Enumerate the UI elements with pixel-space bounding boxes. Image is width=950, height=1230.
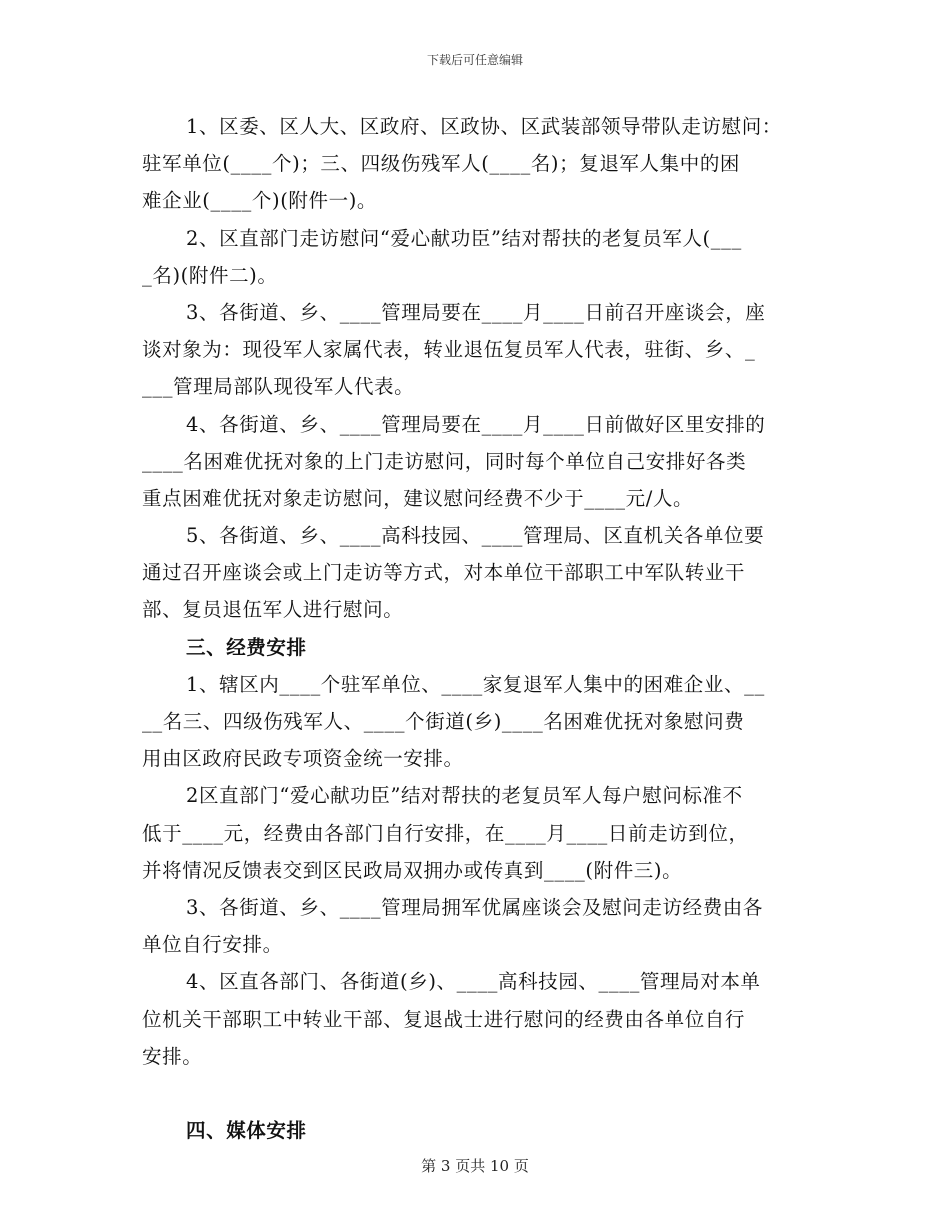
paragraph-line: 4、各街道、乡、____管理局要在____月____日前做好区里安排的	[186, 412, 766, 436]
spacer	[142, 1075, 818, 1112]
paragraph-line: 难企业(____个)(附件一)。	[142, 189, 378, 213]
paragraph-line: 用由区政府民政专项资金统一安排。	[142, 747, 464, 771]
paragraph-line: 安排。	[142, 1044, 203, 1068]
paragraph-line: ___管理局部队现役军人代表。	[142, 375, 415, 399]
paragraph-line: 4、区直各部门、各街道(乡)、____高科技园、____管理局对本单	[186, 970, 761, 994]
paragraph-line: 重点困难优抚对象走访慰问，建议慰问经费不少于____元/人。	[142, 486, 694, 510]
paragraph-line: 3、各街道、乡、____管理局拥军优属座谈会及慰问走访经费由各	[186, 895, 764, 919]
paragraph-line: 部、复员退伍军人进行慰问。	[142, 598, 404, 622]
document-body	[142, 108, 818, 1149]
paragraph-line: 位机关干部职工中转业干部、复退战士进行慰问的经费由各单位自行	[142, 1007, 746, 1031]
page-footer: 第 3 页共 10 页	[421, 1157, 529, 1175]
paragraph-line: 2区直部门“爱心献功臣”结对帮扶的老复员军人每户慰问标准不	[186, 784, 743, 808]
paragraph-line: 单位自行安排。	[142, 933, 283, 957]
paragraph-line: 1、辖区内____个驻军单位、____家复退军人集中的困难企业、__	[186, 672, 765, 696]
paragraph-line: 通过召开座谈会或上门走访等方式，对本单位干部职工中军队转业干	[142, 561, 746, 585]
paragraph-line: 低于____元，经费由各部门自行安排，在____月____日前走访到位，	[142, 821, 749, 845]
paragraph-line: 5、各街道、乡、____高科技园、____管理局、区直机关各单位要	[186, 524, 765, 548]
section-heading: 四、媒体安排	[186, 1119, 307, 1143]
paragraph-line: 驻军单位(____个)；三、四级伤残军人(____名)；复退军人集中的困	[142, 152, 741, 176]
paragraph-line: __名三、四级伤残军人、____个街道(乡)____名困难优抚对象慰问费	[142, 710, 745, 733]
paragraph-line: 1、区委、区人大、区政府、区政协、区武装部领导带队走访慰问：	[186, 115, 782, 138]
paragraph-line: 并将情况反馈表交到区民政局双拥办或传真到____(附件三)。	[142, 858, 683, 882]
paragraph-line: 谈对象为：现役军人家属代表，转业退伍复员军人代表，驻街、乡、_	[142, 338, 756, 362]
paragraph-line: 2、区直部门走访慰问“爱心献功臣”结对帮扶的老复员军人(___	[186, 226, 742, 250]
section-heading: 三、经费安排	[186, 635, 307, 659]
paragraph-line: _名)(附件二)。	[142, 263, 278, 287]
paragraph-line: ____名困难优抚对象的上门走访慰问，同时每个单位自己安排好各类	[142, 449, 747, 473]
page-header: 下载后可任意编辑	[426, 53, 523, 67]
paragraph-line: 3、各街道、乡、____管理局要在____月____日前召开座谈会，座	[186, 300, 766, 324]
